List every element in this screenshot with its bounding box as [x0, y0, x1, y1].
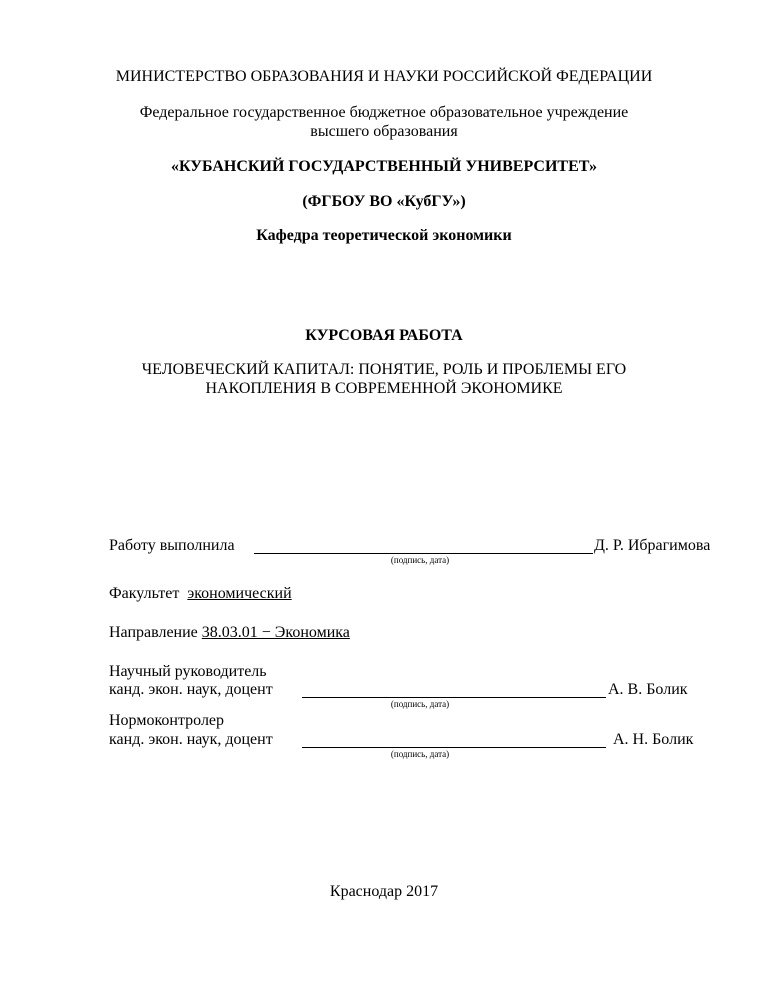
- normcontrol-signature-line: [302, 747, 606, 748]
- university-abbreviation: (ФГБОУ ВО «КубГУ»): [302, 193, 466, 210]
- university-name: «КУБАНСКИЙ ГОСУДАРСТВЕННЫЙ УНИВЕРСИТЕТ»: [170, 158, 598, 175]
- supervisor-name: А. В. Болик: [608, 681, 688, 698]
- institution-line-2: высшего образования: [310, 123, 458, 140]
- direction-row: [109, 624, 350, 642]
- ministry-heading: МИНИСТЕРСТВО ОБРАЗОВАНИЯ И НАУКИ РОССИЙСКОЙ ФЕДЕРАЦИИ: [115, 68, 653, 85]
- performed-signature-line: [254, 553, 593, 554]
- supervisor-signature-line: [302, 697, 606, 698]
- work-title-line-1: ЧЕЛОВЕЧЕСКИЙ КАПИТАЛ: ПОНЯТИЕ, РОЛЬ И ПРОБЛЕМЫ ЕГО: [141, 361, 627, 378]
- supervisor-title: канд. экон. наук, доцент: [109, 681, 273, 698]
- faculty-value: экономический: [187, 585, 292, 602]
- performed-name: Д. Р. Ибрагимова: [594, 537, 711, 554]
- work-type: КУРСОВАЯ РАБОТА: [305, 327, 463, 344]
- supervisor-signature-caption: (подпись, дата): [390, 699, 450, 709]
- work-title-line-2: НАКОПЛЕНИЯ В СОВРЕМЕННОЙ ЭКОНОМИКЕ: [205, 380, 563, 397]
- performed-signature-caption: (подпись, дата): [390, 555, 450, 565]
- direction-label: Направление: [109, 624, 198, 641]
- normcontrol-signature-caption: (подпись, дата): [390, 749, 450, 759]
- normcontrol-title: канд. экон. наук, доцент: [109, 731, 273, 748]
- supervisor-label: Научный руководитель: [109, 663, 267, 680]
- institution-line-1: Федеральное государственное бюджетное образовательное учреждение: [139, 104, 629, 121]
- direction-value: 38.03.01 − Экономика: [201, 624, 350, 641]
- normcontrol-name: А. Н. Болик: [613, 731, 694, 748]
- faculty-label: Факультет: [109, 585, 180, 602]
- department-name: Кафедра теоретической экономики: [256, 227, 512, 244]
- normcontrol-label: Нормоконтролер: [109, 712, 225, 729]
- performed-label: Работу выполнила: [109, 537, 235, 554]
- city-year: Краснодар 2017: [329, 883, 439, 900]
- faculty-row: [109, 585, 292, 603]
